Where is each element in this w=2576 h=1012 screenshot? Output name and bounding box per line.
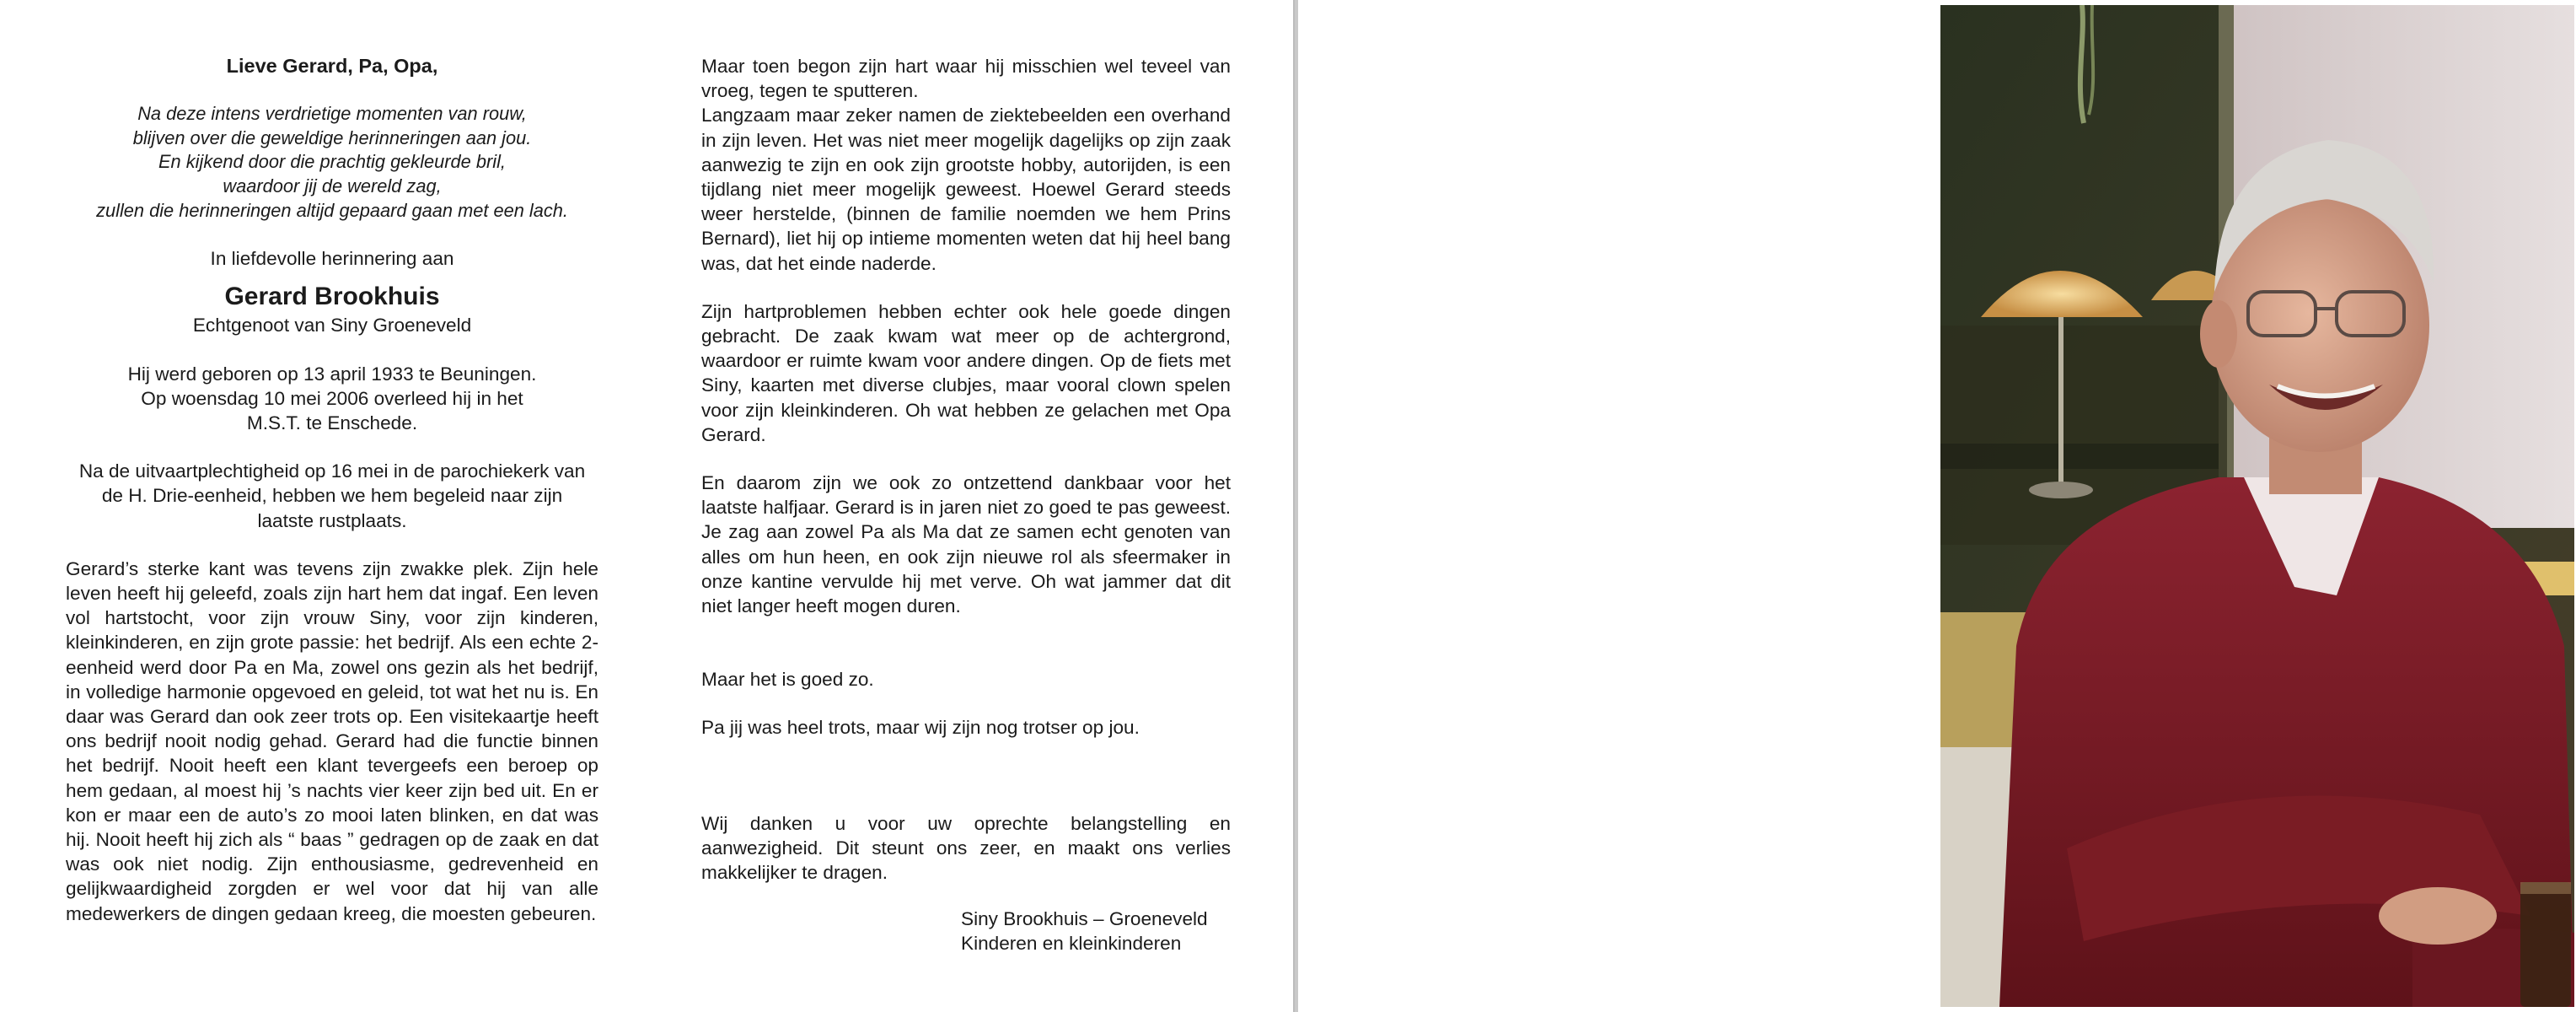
body-paragraph: Zijn hartproblemen hebben echter ook hele goede dingen gebracht. De zaak kwam wat meer op de achtergrond, waardoor er ruimte kwam voor andere dingen. Op de fiets met Siny, kaarten met diverse clubjes, maar vooral clown spelen voor zijn kleinkinderen. Oh wat hebben ze gelachen met Opa Gerard.: [701, 300, 1231, 445]
text-column-left: [66, 51, 598, 926]
body-paragraph: Wij danken u voor uw oprechte belangstelling en aanwezigheid. Dit steunt ons zeer, en maakt ons verlies makkelijker te dragen.: [701, 812, 1231, 884]
dates-line: Hij werd geboren op 13 april 1933 te Beuningen.: [127, 363, 537, 385]
dates-line: M.S.T. te Enschede.: [246, 412, 418, 433]
funeral-text: Na de uitvaartplechtigheid op 16 mei in de parochiekerk van de H. Drie-eenheid, hebben we hem begeleid naar zijn laatste rustplaats.: [78, 460, 586, 531]
signature: [961, 907, 1231, 955]
salutation: Lieve Gerard, Pa, Opa,: [226, 55, 438, 77]
dates-line: Op woensdag 10 mei 2006 overleed hij in het: [141, 387, 523, 409]
life-dates: [66, 362, 598, 436]
poem-line: En kijkend door die prachtig gekleurde bril,: [158, 151, 506, 173]
signature-line: Siny Brookhuis – Groeneveld: [961, 908, 1208, 930]
memorial-intro: In liefdevolle herinnering aan: [210, 248, 454, 270]
body-paragraph: Gerard’s sterke kant was tevens zijn zwakke plek. Zijn hele leven heeft hij geleefd, zoals zijn hart hem dat ingaf. Een leven vol hartstocht, voor zijn vrouw Siny, voor zijn kinderen, kleinkinderen, en zijn grote passie: het bedrijf. Als een echte 2-eenheid werd door Pa en Ma, zowel ons gezin als het bedrijf, in volledige harmonie opgevoed en geleid, tot wat het nu is. En daar was Gerard dan ook zeer trots op. Een visitekaartje heeft ons bedrijf nooit nodig gehad. Gerard had die functie binnen het bedrijf. Nooit heeft een klant tevergeefs een beroep op hem gedaan, al moest hij ’s nachts vier keer zijn bed uit. En er kon er maar een de auto’s zo mooi laten blinken, en dat was hij. Nooit heeft hij zich als “ baas ” gedragen op de zaak en dat was ook niet nodig. Zijn enthousiasme, gedrevenheid en gelijkwaardigheid zorgden er wel voor dat hij van alle medewerkers de dingen gedaan kreeg, die moesten gebeuren.: [66, 557, 598, 924]
poem: [66, 102, 598, 223]
body-paragraph: Pa jij was heel trots, maar wij zijn nog trotser op jou.: [701, 717, 1140, 739]
text-column-right: [701, 54, 1231, 956]
body-paragraph: Langzaam maar zeker namen de ziektebeelden een overhand in zijn leven. Het was niet meer mogelijk dagelijks op zijn zaak aanwezig te zijn en ook zijn grootste hobby, autorijden, is een tijdlang niet meer mogelijk geweest. Hoewel Gerard steeds weer herstelde, (binnen de familie noemden we hem Prins Bernard), liet hij op intieme momenten weten dat hij heel bang was, dat het einde naderde.: [701, 105, 1231, 274]
poem-line: Na deze intens verdrietige momenten van rouw,: [137, 103, 527, 125]
deceased-name: Gerard Brookhuis: [224, 283, 440, 311]
portrait-photo: [1940, 5, 2574, 1007]
poem-line: waardoor jij de wereld zag,: [223, 175, 442, 196]
body-paragraph: Maar het is goed zo.: [701, 669, 874, 691]
signature-line: Kinderen en kleinkinderen: [961, 933, 1182, 955]
poem-line: zullen die herinneringen altijd gepaard gaan met een lach.: [96, 199, 568, 221]
poem-line: blijven over die geweldige herinneringen aan jou.: [132, 126, 532, 148]
spouse-line: Echtgenoot van Siny Groeneveld: [192, 315, 472, 336]
body-paragraph: Maar toen begon zijn hart waar hij misschien wel teveel van vroeg, tegen te sputteren.: [701, 56, 1231, 102]
body-paragraph: En daarom zijn we ook zo ontzettend dankbaar voor het laatste halfjaar. Gerard is in jaren niet zo goed te pas geweest. Je zag aan zowel Pa als Ma dat ze samen echt genoten van alles om hun heen, en ook zijn nieuwe rol als sfeermaker in onze kantine vervulde hij met verve. Oh wat jammer dat dit niet langer heeft mogen duren.: [701, 472, 1231, 617]
